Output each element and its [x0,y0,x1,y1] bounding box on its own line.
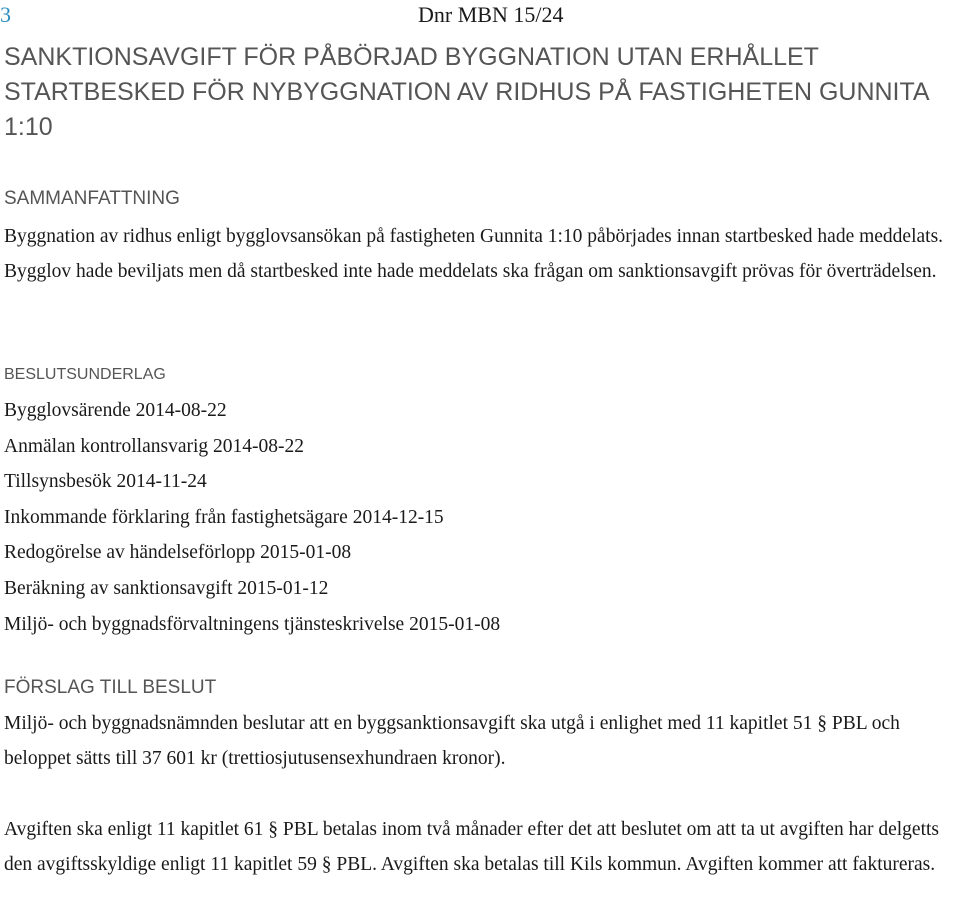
basis-item: Tillsynsbesök 2014-11-24 [4,471,207,493]
basis-item: Redogörelse av händelseförlopp 2015-01-08 [4,542,352,564]
basis-item: Bygglovsärende 2014-08-22 [4,400,227,421]
basis-item: Miljö- och byggnadsförvaltningens tjänsteskrivelse 2015-01-08 [4,613,501,635]
proposal-heading: FÖRSLAG TILL BESLUT [4,677,217,698]
basis-item: Inkommande förklaring från fastighetsägare 2014-12-15 [4,506,444,528]
summary-text: Byggnation av ridhus enligt bygglovsansökan på fastigheten Gunnita 1:10 påbörjades innan startbesked hade meddelats. Bygglov hade beviljats men då startbesked inte hade meddelats ska frågan om sanktionsavgift prövas för överträdelsen. [4,226,944,282]
summary-heading: SAMMANFATTNING [4,188,180,209]
document-title: SANKTIONSAVGIFT FÖR PÅBÖRJAD BYGGNATION UTAN ERHÅLLET STARTBESKED FÖR NYBYGGNATION AV RIDHUS PÅ FASTIGHETEN GUNNITA 1:10 [4,43,929,141]
basis-list [4,393,500,642]
fee-text: Avgiften ska enligt 11 kapitlet 61 § PBL betalas inom två månader efter det att beslutet om att ta ut avgiften har delgetts den avgiftsskyldige enligt 11 kapitlet 59 § PBL. Avgiften ska betalas till Kils kommun. Avgiften kommer att faktureras. [4,819,940,875]
case-number: Dnr MBN 15/24 [418,2,564,27]
basis-item: Beräkning av sanktionsavgift 2015-01-12 [4,577,329,599]
basis-heading: BESLUTSUNDERLAG [4,366,166,383]
page-number: 3 [0,2,11,27]
basis-item: Anmälan kontrollansvarig 2014-08-22 [4,435,305,457]
proposal-text: Miljö- och byggnadsnämnden beslutar att en byggsanktionsavgift ska utgå i enlighet med 11 kapitlet 51 § PBL och beloppet sätts till 37 601 kr (trettiosjutusensexhundraen kronor). [4,713,900,769]
